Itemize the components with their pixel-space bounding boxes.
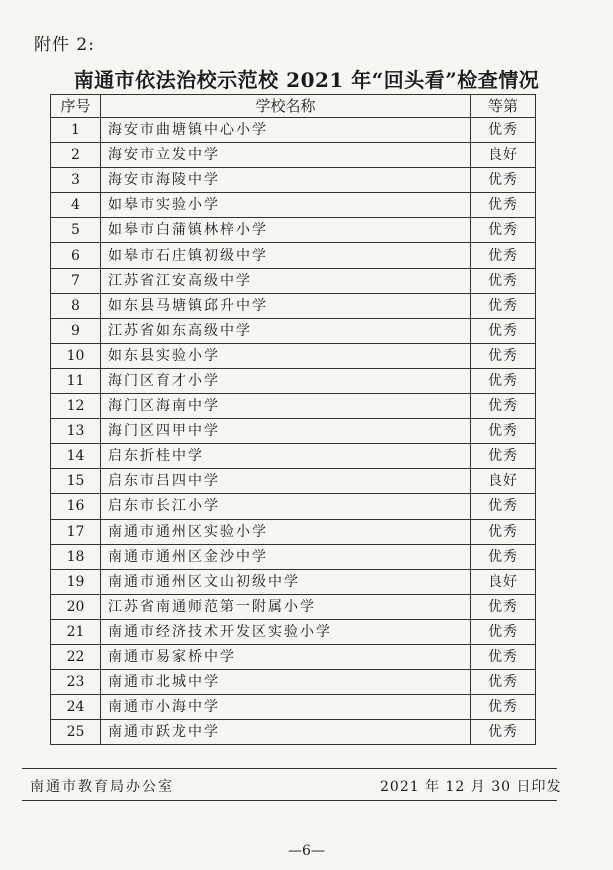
table-header-row [51, 95, 536, 118]
school-table [50, 94, 536, 745]
school-name: 江苏省南通师范第一附属小学 [101, 594, 471, 619]
school-name: 启东市长江小学 [101, 494, 471, 519]
row-index: 22 [51, 644, 101, 669]
grade: 优秀 [471, 118, 536, 143]
school-name: 南通市经济技术开发区实验小学 [101, 619, 471, 644]
school-name: 南通市通州区金沙中学 [101, 544, 471, 569]
school-name: 如皋市石庄镇初级中学 [101, 243, 471, 268]
school-name: 海安市海陵中学 [101, 168, 471, 193]
grade: 优秀 [471, 444, 536, 469]
grade: 优秀 [471, 644, 536, 669]
grade: 优秀 [471, 293, 536, 318]
school-name: 海安市立发中学 [101, 143, 471, 168]
table-row [51, 720, 536, 745]
grade: 优秀 [471, 268, 536, 293]
table-row [51, 394, 536, 419]
row-index: 19 [51, 569, 101, 594]
table-row [51, 670, 536, 695]
row-index: 24 [51, 695, 101, 720]
row-index: 17 [51, 519, 101, 544]
table-row [51, 368, 536, 393]
grade: 优秀 [471, 193, 536, 218]
table-row [51, 569, 536, 594]
grade: 良好 [471, 469, 536, 494]
grade: 优秀 [471, 343, 536, 368]
table-row [51, 494, 536, 519]
table-row [51, 143, 536, 168]
row-index: 15 [51, 469, 101, 494]
grade: 优秀 [471, 670, 536, 695]
row-index: 20 [51, 594, 101, 619]
table-row [51, 293, 536, 318]
table-row [51, 268, 536, 293]
school-name: 南通市通州区文山初级中学 [101, 569, 471, 594]
row-index: 10 [51, 343, 101, 368]
table-row [51, 594, 536, 619]
header-index: 序号 [51, 95, 101, 118]
grade: 良好 [471, 569, 536, 594]
row-index: 9 [51, 318, 101, 343]
school-name: 如皋市实验小学 [101, 193, 471, 218]
table-row [51, 168, 536, 193]
grade: 优秀 [471, 494, 536, 519]
row-index: 1 [51, 118, 101, 143]
row-index: 4 [51, 193, 101, 218]
row-index: 25 [51, 720, 101, 745]
table-row [51, 419, 536, 444]
grade: 良好 [471, 143, 536, 168]
issue-date: 2021 年 12 月 30 日印发 [380, 779, 562, 795]
school-name: 南通市易家桥中学 [101, 644, 471, 669]
table-row [51, 343, 536, 368]
table-row [51, 444, 536, 469]
header-grade: 等第 [471, 95, 536, 118]
table-row [51, 544, 536, 569]
row-index: 11 [51, 368, 101, 393]
page-number: —6— [288, 843, 325, 859]
grade: 优秀 [471, 368, 536, 393]
row-index: 7 [51, 268, 101, 293]
school-name: 海门区四甲中学 [101, 419, 471, 444]
row-index: 16 [51, 494, 101, 519]
grade: 优秀 [471, 394, 536, 419]
grade: 优秀 [471, 419, 536, 444]
school-name: 南通市跃龙中学 [101, 720, 471, 745]
grade: 优秀 [471, 594, 536, 619]
school-name: 启东市吕四中学 [101, 469, 471, 494]
school-name: 江苏省如东高级中学 [101, 318, 471, 343]
row-index: 13 [51, 419, 101, 444]
header-school-name: 学校名称 [101, 95, 471, 118]
row-index: 6 [51, 243, 101, 268]
page-title: 南通市依法治校示范校 2021 年“回头看”检查情况 [73, 68, 540, 92]
table-row [51, 118, 536, 143]
row-index: 18 [51, 544, 101, 569]
school-name: 启东折桂中学 [101, 444, 471, 469]
table-row [51, 695, 536, 720]
school-name: 海安市曲塘镇中心小学 [101, 118, 471, 143]
grade: 优秀 [471, 218, 536, 243]
row-index: 3 [51, 168, 101, 193]
grade: 优秀 [471, 243, 536, 268]
school-name: 南通市北城中学 [101, 670, 471, 695]
school-name: 江苏省江安高级中学 [101, 268, 471, 293]
row-index: 5 [51, 218, 101, 243]
grade: 优秀 [471, 695, 536, 720]
school-name: 南通市小海中学 [101, 695, 471, 720]
issuer: 南通市教育局办公室 [30, 779, 174, 795]
row-index: 23 [51, 670, 101, 695]
school-name: 如东县马塘镇邱升中学 [101, 293, 471, 318]
grade: 优秀 [471, 318, 536, 343]
table-row [51, 193, 536, 218]
table-row [51, 644, 536, 669]
school-name: 南通市通州区实验小学 [101, 519, 471, 544]
school-name: 如东县实验小学 [101, 343, 471, 368]
grade: 优秀 [471, 519, 536, 544]
table-row [51, 218, 536, 243]
grade: 优秀 [471, 168, 536, 193]
row-index: 21 [51, 619, 101, 644]
row-index: 14 [51, 444, 101, 469]
table-row [51, 519, 536, 544]
grade: 优秀 [471, 544, 536, 569]
grade: 优秀 [471, 720, 536, 745]
row-index: 2 [51, 143, 101, 168]
table-row [51, 469, 536, 494]
attachment-label: 附件 2: [34, 35, 95, 55]
table-row [51, 318, 536, 343]
school-name: 海门区育才小学 [101, 368, 471, 393]
footer-top-rule [22, 768, 557, 769]
row-index: 12 [51, 394, 101, 419]
grade: 优秀 [471, 619, 536, 644]
school-name: 如皋市白蒲镇林梓小学 [101, 218, 471, 243]
table-row [51, 243, 536, 268]
school-name: 海门区海南中学 [101, 394, 471, 419]
row-index: 8 [51, 293, 101, 318]
table-row [51, 619, 536, 644]
footer-bottom-rule [22, 800, 557, 801]
